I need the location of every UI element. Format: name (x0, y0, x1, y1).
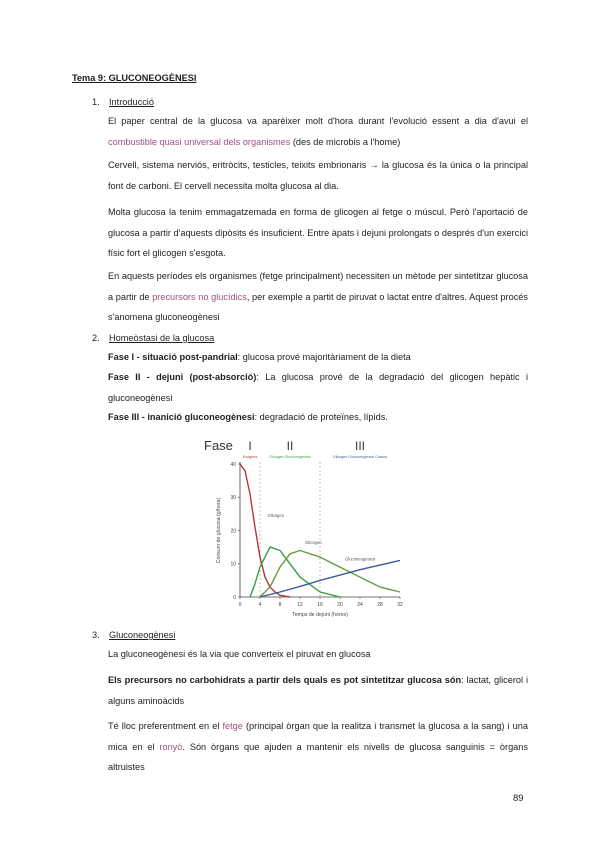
section-number: 1. (92, 97, 100, 107)
precursors-text: : lactat, glicerol i alguns aminoàcids (108, 675, 528, 706)
text: , per exemple a partit de piruvat o lactat entre d'altres. Aquest procés s'anomena gluconeogènesi (108, 291, 528, 322)
series-annotation: Glicogen (305, 539, 322, 545)
section-label: Introducció (109, 97, 154, 107)
y-axis-label: Consum de glucosa (g/hora) (216, 497, 222, 564)
phase-3-line (108, 412, 388, 422)
gluco-paragraph-2 (108, 670, 528, 711)
section-number: 2. (92, 333, 100, 343)
x-tick-label: 16 (317, 602, 323, 608)
text: Té lloc preferentment en el (108, 721, 223, 731)
section-label: Homeòstasi de la glucosa (109, 333, 215, 343)
phase-1-label: Fase I - situació post-pandrial (108, 352, 238, 362)
x-tick-label: 0 (238, 602, 242, 608)
series-line (240, 464, 290, 597)
page-number: 89 (513, 793, 524, 804)
x-axis-label: Temps de dejuni (hores) (292, 612, 348, 618)
x-tick-label: 12 (297, 602, 303, 608)
x-tick-label: 28 (377, 602, 383, 608)
glucose-phase-chart (200, 432, 405, 625)
intro-paragraph-2: Cervell, sistema nerviós, eritròcits, testicles, teixits embrionaris → la glucosa és la única o la principal font de carboni. El cervell necessita molta glucosa al dia. (108, 160, 528, 191)
y-tick-label: 10 (230, 561, 236, 568)
gluco-paragraph-3 (108, 716, 528, 778)
y-tick-label: 30 (230, 495, 236, 502)
text: (principal òrgan que la realitza i transmet la glucosa a la sang) i una mica en el (108, 721, 528, 752)
section-heading-intro (92, 97, 154, 107)
series-line (260, 551, 400, 598)
section-label: Gluconeogènesi (109, 630, 176, 640)
text: (des de microbis a l'home) (290, 136, 401, 147)
phase-note: Glicogen Gluconeogènesi (269, 455, 311, 459)
phase-note: Glicogen Gluconeogènesi Cossos (332, 455, 388, 459)
text: En aquests períodes els organismes (fetge principalment) necessiten un mètode per sintetitzar glucosa a partir de (108, 271, 528, 302)
highlight-text: combustible quasi universal dels organismes (108, 136, 291, 147)
section-number: 3. (92, 630, 100, 640)
series-annotation: Glicogen (267, 513, 285, 519)
intro-paragraph-4 (108, 266, 528, 328)
phase-3-label: Fase III - inanició gluconeogènesi (108, 412, 255, 422)
x-tick-label: 32 (397, 602, 403, 608)
x-tick-label: 4 (258, 602, 262, 608)
intro-paragraph-1 (108, 111, 528, 152)
phase-label: I (248, 439, 252, 453)
phase-3-text: : degradació de proteïnes, lípids. (254, 412, 388, 422)
y-tick-label: 0 (233, 594, 236, 601)
phase-2-label: Fase II - dejuni (post-absorció) (108, 372, 257, 382)
page-title: Tema 9: GLUCONEOGÈNESI (72, 73, 197, 83)
section-heading-homeostasis (92, 333, 214, 343)
highlight-liver: fetge (222, 721, 243, 731)
y-tick-label: 20 (230, 528, 236, 535)
phase-2-line (108, 367, 528, 408)
y-tick-label: 40 (230, 461, 236, 468)
section-heading-gluconeogenesis (92, 630, 175, 640)
text: . Són òrgans que ajuden a mantenir els nivells de glucosa sanguinis = òrgans altruistes (108, 741, 528, 772)
highlight-kidney: ronyó (159, 741, 183, 752)
x-tick-label: 20 (337, 602, 343, 608)
precursors-label: Els precursors no carbohidrats a partir dels quals es pot sintetitzar glucosa són (108, 675, 462, 685)
phase-2-text: : La glucosa prové de la degradació del glicogen hepàtic i gluconeogènesi (108, 372, 528, 403)
gluco-paragraph-1: La gluconeogènesi és la via que converteix el piruvat en glucosa (108, 649, 371, 659)
chart-title: Fase (204, 438, 233, 453)
phase-label: III (354, 439, 366, 453)
phase-1-line (108, 352, 411, 362)
series-annotation: Gluconeogènesi (345, 556, 376, 562)
phase-1-text: : glucosa prové majoritàriament de la dieta (237, 352, 411, 362)
phase-label: II (286, 439, 294, 453)
text: El paper central de la glucosa va aparèixer molt d'hora durant l'evolució essent a dia d'avui el (108, 116, 528, 126)
x-tick-label: 24 (357, 602, 363, 608)
phase-note: Exògena (242, 455, 258, 459)
x-tick-label: 8 (278, 602, 282, 608)
chart-svg (200, 432, 405, 625)
highlight-text: precursors no glucídics (152, 291, 247, 302)
intro-paragraph-3: Molta glucosa la tenim emmagatzemada en forma de glicogen al fetge o múscul. Però l'aportació de glucosa a partir d'aquests dipòsits és insuficient. Entre àpats i dejuni prolongats o després d'un exercici físic fort el glicogen s'esgota. (108, 207, 528, 258)
